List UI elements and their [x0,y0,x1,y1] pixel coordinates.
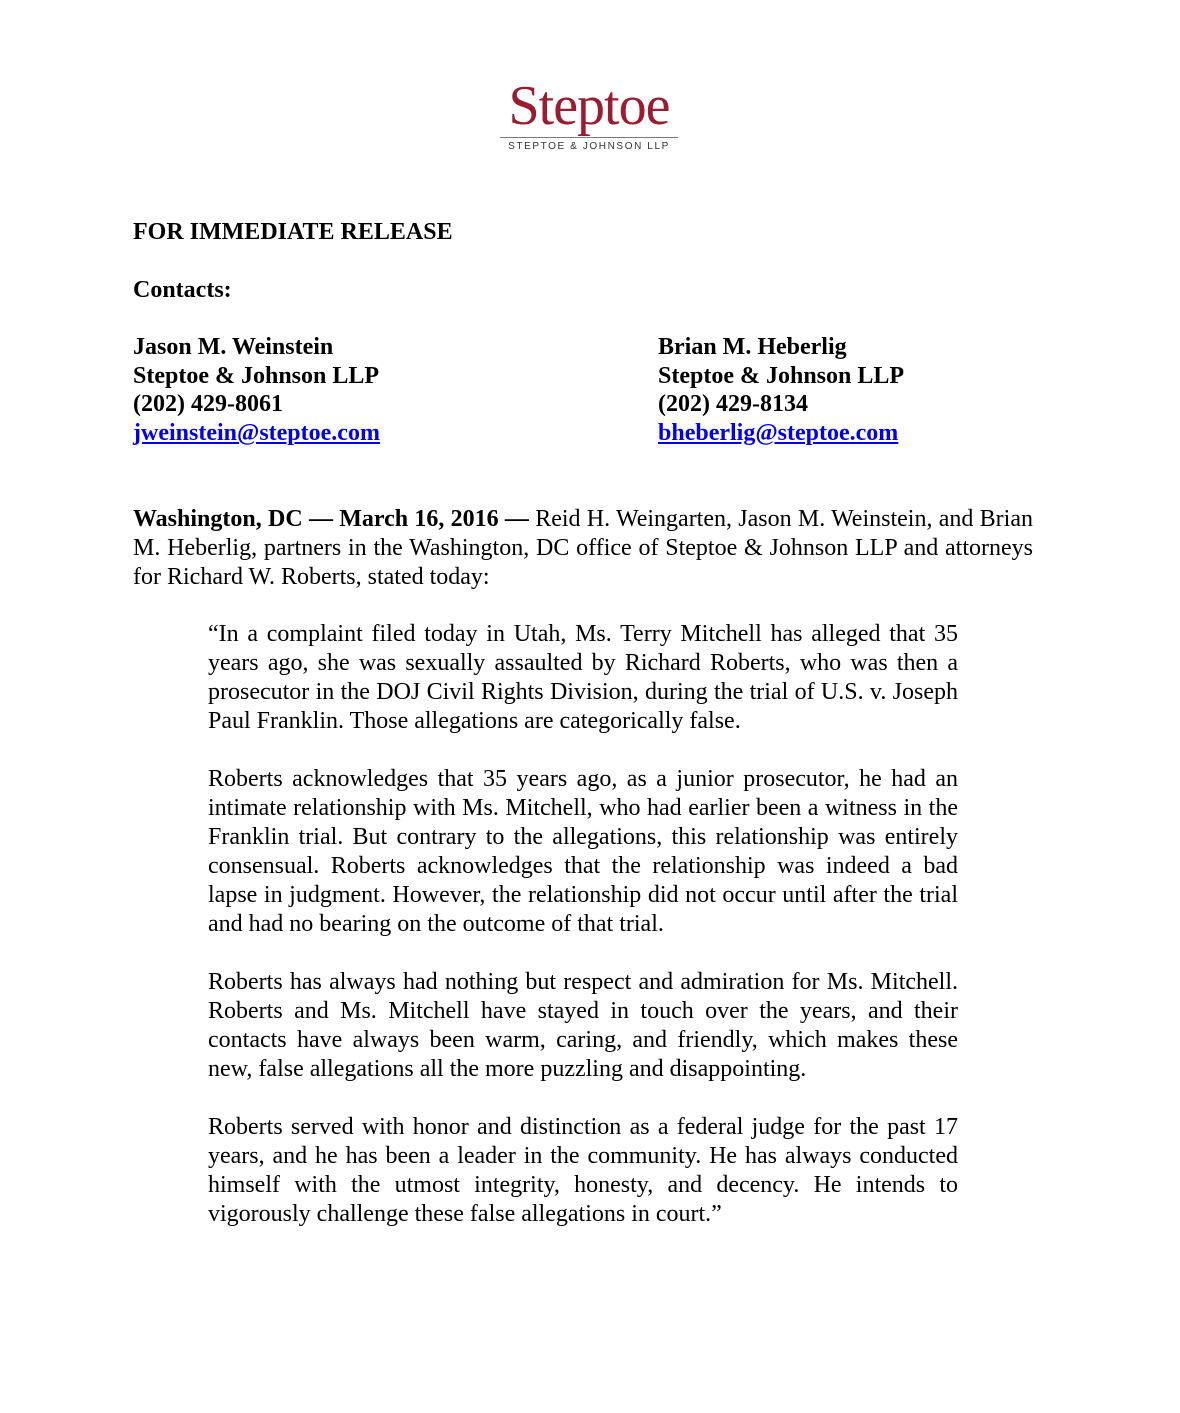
contacts-heading: Contacts: [133,277,232,303]
steptoe-logo [496,75,682,153]
contact-firm: Steptoe & Johnson LLP [133,362,380,389]
contact-block-weinstein [133,333,380,448]
contact-email-link[interactable]: jweinstein@steptoe.com [133,420,380,447]
intro-paragraph [133,505,1033,592]
contact-phone: (202) 429-8134 [658,391,808,418]
quote-paragraph: “In a complaint filed today in Utah, Ms. Terry Mitchell has alleged that 35 years ago, she was sexually assaulted by Richard Roberts, who was then a prosecutor in the DOJ Civil Rights Division, during the trial of U.S. v. Joseph Paul Franklin. Those allegations are categorically false. [208,621,958,734]
release-heading: FOR IMMEDIATE RELEASE [133,219,453,245]
contact-phone: (202) 429-8061 [133,391,283,418]
quote-paragraph: Roberts acknowledges that 35 years ago, as a junior prosecutor, he had an intimate relationship with Ms. Mitchell, who had earlier been a witness in the Franklin trial. But contrary to the allegations, this relationship was entirely consensual. Roberts acknowledges that the relationship was indeed a bad lapse in judgment. However, the relationship did not occur until after the trial and had no bearing on the outcome of that trial. [208,766,958,937]
contact-name: Jason M. Weinstein [133,334,334,360]
statement-quote [208,620,958,1258]
contact-block-heberlig [658,333,904,448]
dateline: Washington, DC — March 16, 2016 — [133,506,529,532]
intro-text: Reid H. Weingarten, Jason M. Weinstein, and Brian M. Heberlig, partners in the Washington, DC office of Steptoe & Johnson LLP and attorneys for Richard W. Roberts, stated today: [133,506,1033,590]
quote-paragraph: Roberts has always had nothing but respect and admiration for Ms. Mitchell. Roberts and Ms. Mitchell have stayed in touch over the years, and their contacts have always been warm, caring, and friendly, which makes these new, false allegations all the more puzzling and disappointing. [208,969,958,1082]
logo-rule [500,137,678,138]
contact-email-link[interactable]: bheberlig@steptoe.com [658,420,899,447]
quote-paragraph: Roberts served with honor and distinction as a federal judge for the past 17 years, and he has been a leader in the community. He has always conducted himself with the utmost integrity, honesty, and decency. He intends to vigorously challenge these false allegations in court.” [208,1114,958,1227]
logo-subtitle: STEPTOE & JOHNSON LLP [508,141,670,152]
contact-name: Brian M. Heberlig [658,334,847,360]
logo-wordmark: Steptoe [508,75,670,137]
contact-firm: Steptoe & Johnson LLP [658,362,905,389]
